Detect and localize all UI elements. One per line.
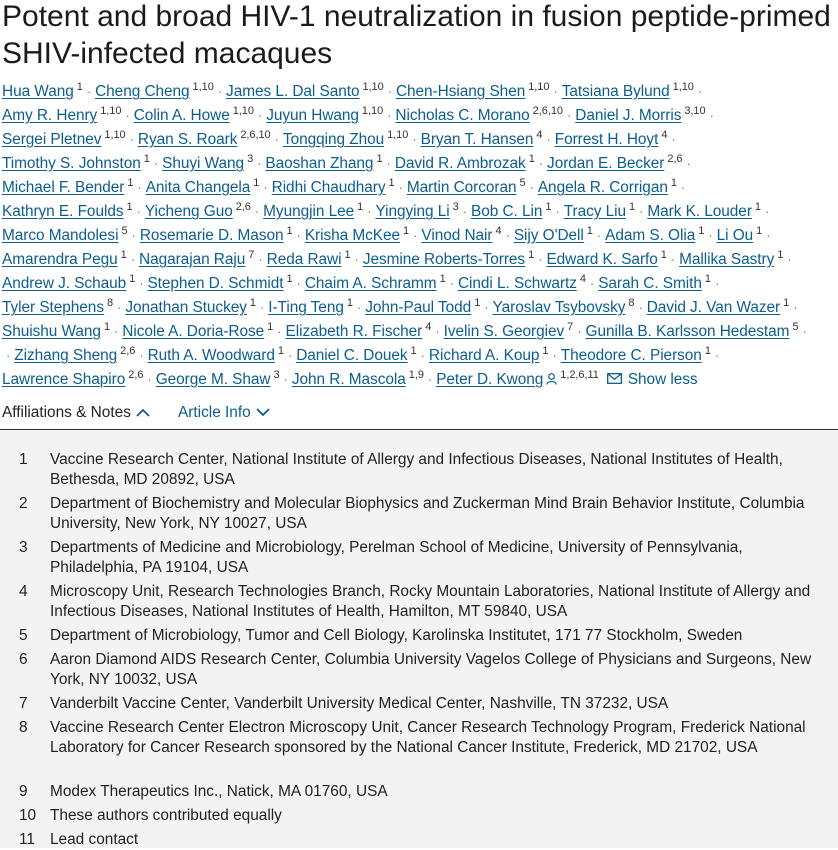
author-link[interactable]: Nagarajan Raju xyxy=(139,251,246,268)
author-line xyxy=(2,273,723,295)
author-affiliation-ref: 1,2,6,11 xyxy=(560,369,599,381)
affiliation-number: 11 xyxy=(19,831,35,848)
author-link[interactable]: Jesmine Roberts-Torres xyxy=(362,251,526,268)
separator-dot: · xyxy=(387,108,392,123)
author-line xyxy=(2,369,698,391)
author-affiliation-ref: 1 xyxy=(783,297,790,309)
author-link[interactable]: David R. Ambrozak xyxy=(394,155,526,172)
author-affiliation-ref: 1 xyxy=(542,345,549,357)
author-line xyxy=(2,81,706,103)
author-affiliation-ref: 1,10 xyxy=(100,105,122,117)
author-affiliation-ref: 1 xyxy=(129,273,136,285)
separator-dot: · xyxy=(398,180,403,195)
separator-dot: · xyxy=(274,132,279,147)
author-affiliation-ref: 1 xyxy=(286,225,293,237)
author-affiliation-ref: 1 xyxy=(410,345,417,357)
author-link[interactable]: Ruth A. Woodward xyxy=(147,347,275,364)
author-link[interactable]: Vinod Nair xyxy=(421,227,493,244)
separator-dot: · xyxy=(553,84,558,99)
author-affiliation-ref: 1,10 xyxy=(528,81,550,93)
email-icon[interactable] xyxy=(607,373,622,384)
author-affiliation-ref: 2,6 xyxy=(667,153,683,165)
separator-dot: · xyxy=(577,324,582,339)
author-link[interactable]: Amarendra Pegu xyxy=(2,251,118,268)
separator-dot: · xyxy=(793,300,798,315)
author-line xyxy=(2,297,801,319)
author-link[interactable]: Zizhang Sheng xyxy=(14,347,118,364)
author-affiliation-ref: 4 xyxy=(661,129,668,141)
author-link[interactable]: David J. Van Wazer xyxy=(646,299,781,316)
affiliation-number: 10 xyxy=(19,807,37,824)
author-link[interactable]: Cheng Cheng xyxy=(95,83,190,100)
author-affiliation-ref: 1 xyxy=(249,297,256,309)
author-affiliation-ref: 1 xyxy=(704,273,711,285)
author-link[interactable]: Ivelin S. Georgiev xyxy=(443,323,565,340)
separator-dot: · xyxy=(449,276,454,291)
author-line xyxy=(2,105,718,127)
author-link[interactable]: Elizabeth R. Fischer xyxy=(285,323,423,340)
separator-dot: · xyxy=(714,276,720,291)
separator-dot: · xyxy=(529,180,534,195)
author-line xyxy=(2,225,775,247)
separator-dot: · xyxy=(680,180,686,195)
separator-dot: · xyxy=(257,108,263,123)
author-affiliation-ref: 5 xyxy=(519,177,526,189)
author-line xyxy=(2,321,811,343)
separator-dot: · xyxy=(114,324,119,339)
author-link[interactable]: Angela R. Corrigan xyxy=(537,179,668,196)
affiliation-text: Aaron Diamond AIDS Research Center, Columbia University Vagelos College of Physicians and Surgeons, New York, NY 10032, USA xyxy=(50,651,812,688)
affiliation-number: 2 xyxy=(19,495,28,512)
affiliation-number: 3 xyxy=(19,539,28,556)
tab-affiliations-notes[interactable] xyxy=(2,402,150,432)
separator-dot: · xyxy=(787,252,792,267)
author-link[interactable]: Rosemarie D. Mason xyxy=(139,227,284,244)
tab-bar xyxy=(0,402,838,430)
separator-dot: · xyxy=(538,252,543,267)
separator-dot: · xyxy=(538,156,544,171)
separator-dot: · xyxy=(254,204,260,219)
author-affiliation-ref: 8 xyxy=(106,297,114,309)
author-link[interactable]: Gunilla B. Karlsson Hedestam xyxy=(585,323,790,340)
author-link[interactable]: Cindi L. Schwartz xyxy=(457,275,577,292)
author-affiliation-ref: 3 xyxy=(452,201,459,213)
author-link[interactable]: Mallika Sastry xyxy=(679,251,775,268)
affiliation-number: 9 xyxy=(19,783,28,800)
affiliation-text: Department of Microbiology, Tumor and Cell Biology, Karolinska Institutet, 171 77 Stockholm, Sweden xyxy=(50,627,743,644)
author-link[interactable]: Timothy S. Johnston xyxy=(2,155,141,172)
separator-dot: · xyxy=(259,300,265,315)
author-link[interactable]: I-Ting Teng xyxy=(268,299,344,316)
author-link[interactable]: Baoshan Zhang xyxy=(265,155,374,172)
separator-dot: · xyxy=(296,276,301,291)
author-link[interactable]: Ryan S. Roark xyxy=(137,131,238,148)
author-link[interactable]: Chaim A. Schramm xyxy=(304,275,437,292)
separator-dot: · xyxy=(257,156,262,171)
separator-dot: · xyxy=(764,204,770,219)
author-link[interactable]: Ridhi Chaudhary xyxy=(271,179,386,196)
author-link[interactable]: Adam S. Olia xyxy=(605,227,696,244)
author-link[interactable]: Hua Wang xyxy=(2,83,74,100)
author-link[interactable]: Li Ou xyxy=(716,227,754,244)
author-affiliation-ref: 1 xyxy=(698,225,705,237)
separator-dot: · xyxy=(427,372,433,387)
affiliation-text: Microscopy Unit, Research Technologies Branch, Rocky Mountain Laboratories, National Institute of Allergy and Infectious Diseases, National Institutes of Health, Hamilton, MT 59840, USA xyxy=(50,583,811,620)
author-link[interactable]: Marco Mandolesi xyxy=(2,227,119,244)
separator-dot: · xyxy=(129,132,134,147)
affiliation-number: 6 xyxy=(19,651,28,668)
author-link[interactable]: Reda Rawi xyxy=(266,251,342,268)
separator-dot: · xyxy=(639,204,644,219)
affiliation-number: 5 xyxy=(19,627,28,644)
author-affiliation-ref: 2,6 xyxy=(235,201,251,213)
author-link[interactable]: Richard A. Koup xyxy=(428,347,540,364)
author-affiliation-ref: 7 xyxy=(567,321,574,333)
author-link[interactable]: Peter D. Kwong xyxy=(436,371,544,388)
separator-dot: · xyxy=(354,252,359,267)
author-line xyxy=(2,201,773,223)
author-affiliation-ref: 1 xyxy=(704,345,711,357)
author-affiliation-ref: 1 xyxy=(403,225,410,237)
author-affiliation-ref: 1 xyxy=(286,273,293,285)
author-affiliation-ref: 1 xyxy=(439,273,446,285)
author-link[interactable]: Theodore C. Pierson xyxy=(560,347,702,364)
author-line xyxy=(2,249,796,271)
affiliation-text: These authors contributed equally xyxy=(50,807,282,824)
author-affiliation-ref: 1 xyxy=(376,153,383,165)
separator-dot: · xyxy=(484,300,489,315)
separator-dot: · xyxy=(546,132,551,147)
author-link[interactable]: John-Paul Todd xyxy=(365,299,472,316)
separator-dot: · xyxy=(413,228,418,243)
author-affiliation-ref: 1 xyxy=(660,249,667,261)
author-affiliation-ref: 1 xyxy=(528,153,535,165)
author-affiliation-ref: 1,10 xyxy=(104,129,126,141)
author-link[interactable]: Edward K. Sarfo xyxy=(546,251,658,268)
separator-dot: · xyxy=(566,108,572,123)
separator-dot: · xyxy=(596,228,602,243)
article-title: Potent and broad HIV-1 neutralization in fusion peptide-primed SHIV-infected macaques xyxy=(2,0,831,70)
author-line xyxy=(2,345,723,367)
author-link[interactable]: Kathryn E. Foulds xyxy=(2,203,124,220)
separator-dot: · xyxy=(367,204,372,219)
author-link[interactable]: Shuyi Wang xyxy=(162,155,245,172)
author-link[interactable]: Mark K. Louder xyxy=(647,203,752,220)
separator-dot: · xyxy=(131,228,136,243)
separator-dot: · xyxy=(670,252,676,267)
separator-dot: · xyxy=(387,84,392,99)
author-affiliation-ref: 1,10 xyxy=(672,81,694,93)
author-affiliation-ref: 5 xyxy=(121,225,128,237)
author-link[interactable]: Bryan T. Hansen xyxy=(420,131,534,148)
author-affiliation-ref: 4 xyxy=(579,273,586,285)
separator-dot: · xyxy=(356,300,362,315)
author-link[interactable]: Forrest H. Hoyt xyxy=(554,131,659,148)
separator-dot: · xyxy=(6,348,11,363)
separator-dot: · xyxy=(283,372,288,387)
show-less-button[interactable]: Show less xyxy=(627,371,698,388)
author-affiliation-ref: 1,10 xyxy=(387,129,409,141)
author-affiliation-ref: 1,10 xyxy=(361,105,384,117)
author-affiliation-ref: 2,6,10 xyxy=(532,105,563,117)
author-line xyxy=(2,177,689,199)
author-link[interactable]: Martin Corcoran xyxy=(406,179,517,196)
separator-dot: · xyxy=(420,348,425,363)
chevron-up-icon xyxy=(136,407,150,417)
author-link[interactable]: George M. Shaw xyxy=(155,371,271,388)
author-link[interactable]: Shuishu Wang xyxy=(2,323,101,340)
separator-dot: · xyxy=(217,84,223,99)
lead-contact-person-icon[interactable] xyxy=(546,373,557,385)
author-affiliation-ref: 1 xyxy=(253,177,260,189)
author-line xyxy=(2,129,680,151)
author-link[interactable]: Nicholas C. Morano xyxy=(395,107,530,124)
author-link[interactable]: Sijy O'Dell xyxy=(513,227,584,244)
author-link[interactable]: Juyun Hwang xyxy=(266,107,359,124)
author-link[interactable]: Daniel J. Morris xyxy=(575,107,682,124)
separator-dot: · xyxy=(258,252,263,267)
affiliations-panel xyxy=(0,429,838,848)
separator-dot: · xyxy=(638,300,643,315)
author-affiliation-ref: 3 xyxy=(273,369,280,381)
author-link[interactable]: Jonathan Stuckey xyxy=(125,299,247,316)
author-link[interactable]: Amy R. Henry xyxy=(2,107,98,124)
author-affiliation-ref: 2,6 xyxy=(120,345,136,357)
author-link[interactable]: Tatsiana Bylund xyxy=(561,83,670,100)
separator-dot: · xyxy=(697,84,703,99)
author-affiliation-ref: 3 xyxy=(247,153,254,165)
chevron-down-icon xyxy=(256,407,270,417)
author-link[interactable]: Tracy Liu xyxy=(563,203,627,220)
author-affiliation-ref: 4 xyxy=(536,129,543,141)
author-affiliation-ref: 2,6,10 xyxy=(240,129,271,141)
author-affiliation-ref: 1 xyxy=(126,201,133,213)
separator-dot: · xyxy=(552,348,557,363)
author-affiliation-ref: 1 xyxy=(346,297,353,309)
separator-dot: · xyxy=(136,204,141,219)
author-affiliation-ref: 1 xyxy=(545,201,552,213)
separator-dot: · xyxy=(589,276,595,291)
author-link[interactable]: Lawrence Shapiro xyxy=(2,371,126,388)
tab-article-info[interactable] xyxy=(178,402,270,424)
author-link[interactable]: Jordan E. Becker xyxy=(547,155,665,172)
author-affiliation-ref: 1 xyxy=(127,177,134,189)
author-link[interactable]: Colin A. Howe xyxy=(133,107,230,124)
separator-dot: · xyxy=(686,156,691,171)
separator-dot: · xyxy=(671,132,676,147)
affiliation-number: 1 xyxy=(19,451,28,468)
separator-dot: · xyxy=(766,228,771,243)
affiliation-text: Vaccine Research Center Electron Microscopy Unit, Cancer Research Technology Program, Frederick National Laboratory for Cancer Research sponsored by the National Cancer Institute, Frederick, MD 21702, USA xyxy=(50,719,806,756)
author-link[interactable]: Tyler Stephens xyxy=(2,299,104,316)
author-link[interactable]: Stephen D. Schmidt xyxy=(147,275,284,292)
author-line xyxy=(2,153,695,175)
separator-dot: · xyxy=(139,348,144,363)
author-link[interactable]: Yingying Li xyxy=(375,203,450,220)
affiliation-text: Vanderbilt Vaccine Center, Vanderbilt University Medical Center, Nashville, TN 37232, USA xyxy=(50,695,669,712)
separator-dot: · xyxy=(153,156,159,171)
separator-dot: · xyxy=(139,276,144,291)
separator-dot: · xyxy=(137,180,142,195)
author-affiliation-ref: 4 xyxy=(495,225,502,237)
affiliation-number: 8 xyxy=(19,719,28,736)
author-affiliation-ref: 1 xyxy=(629,201,636,213)
author-link[interactable]: Krisha McKee xyxy=(304,227,401,244)
separator-dot: · xyxy=(287,348,293,363)
author-link[interactable]: Anita Changela xyxy=(145,179,251,196)
author-affiliation-ref: 1,10 xyxy=(362,81,384,93)
author-affiliation-ref: 2,6 xyxy=(128,369,144,381)
affiliation-text: Department of Biochemistry and Molecular Biophysics and Zuckerman Mind Brain Behavior Institute, Columbia University, New York, NY 10027, USA xyxy=(50,495,805,532)
author-link[interactable]: John R. Mascola xyxy=(291,371,406,388)
author-link[interactable]: Yicheng Guo xyxy=(144,203,233,220)
separator-dot: · xyxy=(555,204,560,219)
separator-dot: · xyxy=(505,228,510,243)
separator-dot: · xyxy=(117,300,122,315)
separator-dot: · xyxy=(296,228,301,243)
affiliation-text: Modex Therapeutics Inc., Natick, MA 01760, USA xyxy=(50,783,388,800)
separator-dot: · xyxy=(147,372,152,387)
separator-dot: · xyxy=(709,108,714,123)
separator-dot: · xyxy=(412,132,417,147)
author-affiliation-ref: 1 xyxy=(143,153,150,165)
author-affiliation-ref: 1,10 xyxy=(192,81,214,93)
author-link[interactable]: Andrew J. Schaub xyxy=(2,275,127,292)
separator-dot: · xyxy=(435,324,440,339)
author-link[interactable]: Daniel C. Douek xyxy=(296,347,408,364)
tab-article-info-label: Article Info xyxy=(178,404,251,421)
author-affiliation-ref: 3,10 xyxy=(684,105,706,117)
affiliation-number: 4 xyxy=(19,583,28,600)
author-affiliation-ref: 1 xyxy=(357,201,364,213)
author-affiliation-ref: 1 xyxy=(388,177,395,189)
author-affiliation-ref: 1 xyxy=(344,249,351,261)
separator-dot: · xyxy=(125,108,130,123)
author-link[interactable]: Michael F. Bender xyxy=(2,179,125,196)
affiliation-number: 7 xyxy=(19,695,28,712)
separator-dot: · xyxy=(462,204,467,219)
author-affiliation-ref: 7 xyxy=(248,249,255,261)
author-link[interactable]: Tongqing Zhou xyxy=(282,131,385,148)
author-affiliation-ref: 4 xyxy=(425,321,432,333)
author-link[interactable]: Bob C. Lin xyxy=(471,203,543,220)
author-affiliation-ref: 1 xyxy=(586,225,593,237)
separator-dot: · xyxy=(708,228,713,243)
affiliation-text: Vaccine Research Center, National Institute of Allergy and Infectious Diseases, National Institutes of Health, Bethesda, MD 20892, USA xyxy=(50,451,783,488)
author-affiliation-ref: 1 xyxy=(277,345,284,357)
affiliation-text: Lead contact xyxy=(50,831,139,848)
separator-dot: · xyxy=(386,156,391,171)
separator-dot: · xyxy=(802,324,807,339)
author-affiliation-ref: 1 xyxy=(756,225,763,237)
affiliation-text: Departments of Medicine and Microbiology, Perelman School of Medicine, University of Pennsylvania, Philadelphia, PA 19104, USA xyxy=(50,539,743,576)
author-affiliation-ref: 1 xyxy=(754,201,761,213)
author-link[interactable]: Sarah C. Smith xyxy=(598,275,702,292)
author-link[interactable]: Chen-Hsiang Shen xyxy=(395,83,526,100)
author-affiliation-ref: 1 xyxy=(120,249,127,261)
author-affiliation-ref: 1,9 xyxy=(408,369,424,381)
author-affiliation-ref: 1 xyxy=(103,321,111,333)
author-affiliation-ref: 1 xyxy=(528,249,535,261)
author-affiliation-ref: 1 xyxy=(267,321,274,333)
author-link[interactable]: Yaroslav Tsybovsky xyxy=(492,299,626,316)
separator-dot: · xyxy=(86,84,92,99)
author-affiliation-ref: 8 xyxy=(628,297,635,309)
author-link[interactable]: Sergei Pletnev xyxy=(2,131,102,148)
author-affiliation-ref: 1 xyxy=(777,249,784,261)
author-affiliation-ref: 1,10 xyxy=(232,105,254,117)
author-affiliation-ref: 1 xyxy=(474,297,481,309)
separator-dot: · xyxy=(277,324,282,339)
separator-dot: · xyxy=(130,252,136,267)
author-affiliation-ref: 1 xyxy=(670,177,677,189)
author-link[interactable]: Nicole A. Doria-Rose xyxy=(122,323,265,340)
separator-dot: · xyxy=(714,348,720,363)
author-link[interactable]: James L. Dal Santo xyxy=(226,83,360,100)
author-affiliation-ref: 1 xyxy=(76,81,83,93)
tab-affiliations-label: Affiliations & Notes xyxy=(2,404,131,421)
author-link[interactable]: Myungjin Lee xyxy=(263,203,355,220)
author-affiliation-ref: 5 xyxy=(792,321,799,333)
separator-dot: · xyxy=(263,180,268,195)
